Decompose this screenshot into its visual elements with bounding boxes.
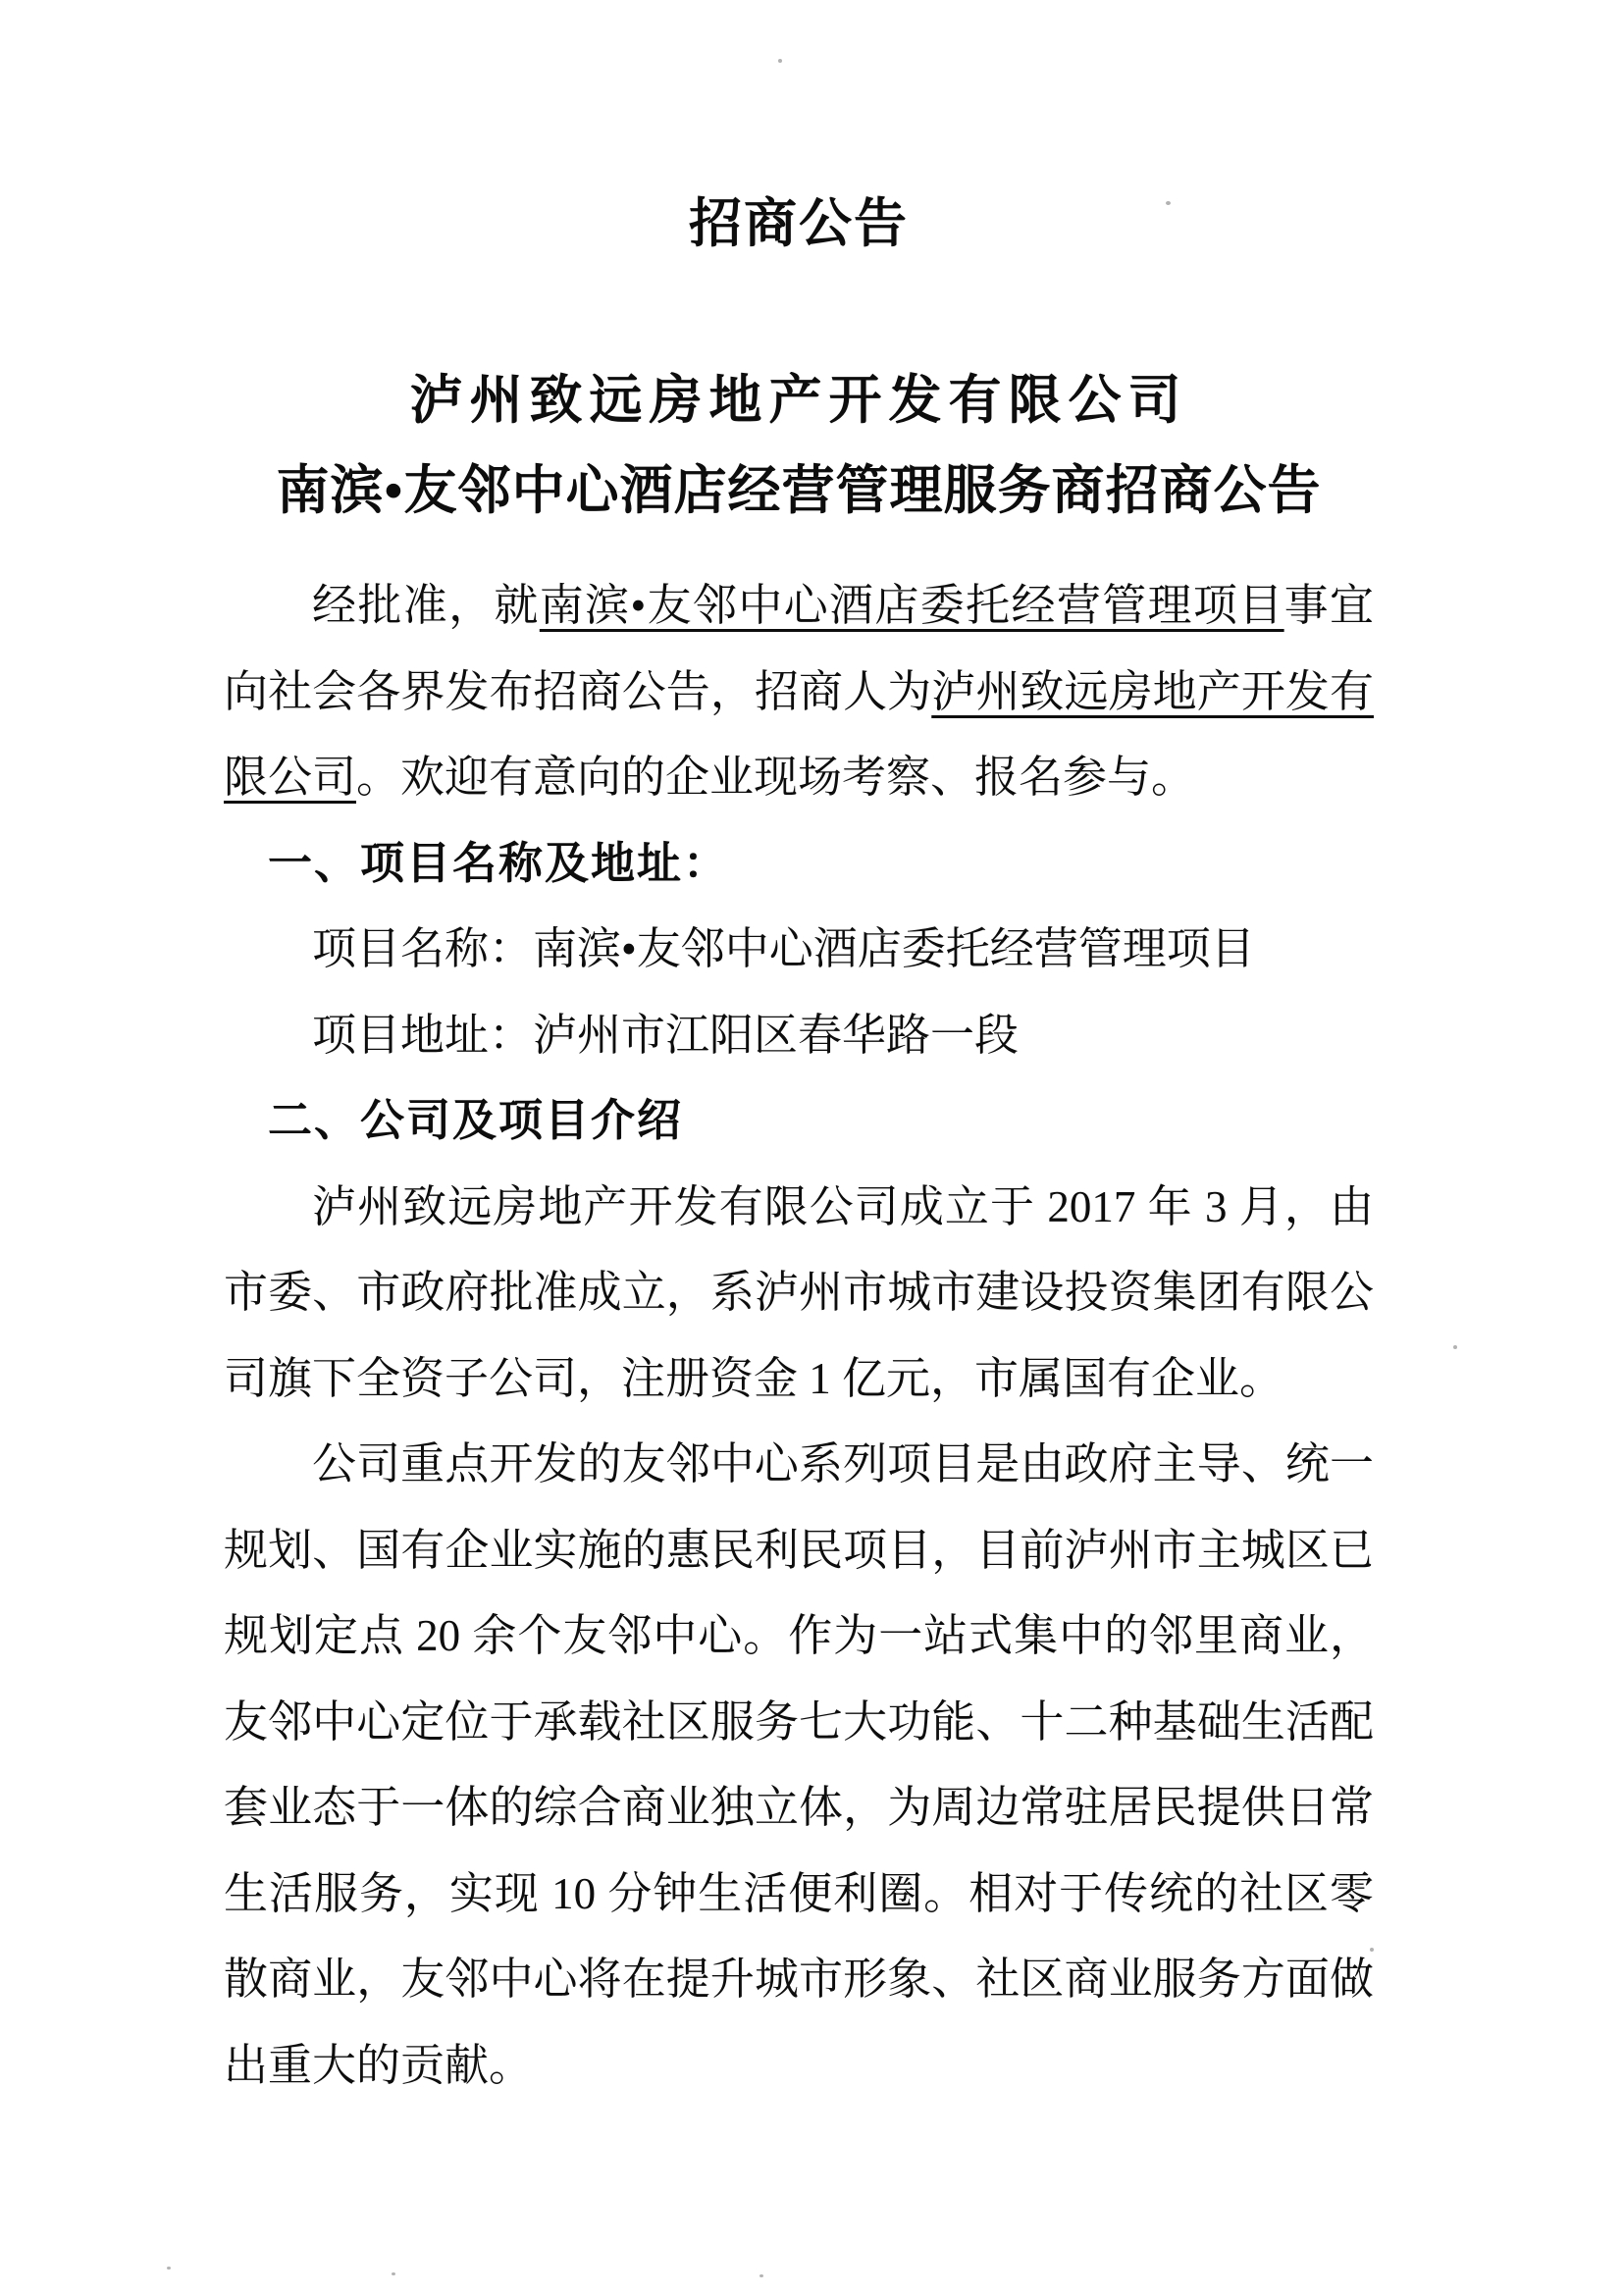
text-run: 散商业，友邻中心将在提升城市形象、社区商业服务方面做 — [224, 1955, 1374, 2004]
subtitle-line-2: 南滨•友邻中心酒店经营管理服务商招商公告 — [276, 461, 1322, 520]
text-run: 向社会各界发布招商公告，招商人为 — [224, 666, 932, 716]
text-run: 公司重点开发的友邻中心系列项目是由政府主导、统一 — [312, 1439, 1374, 1488]
body-line-5 — [224, 907, 1374, 993]
text-run: 。欢迎有意向的企业现场考察、报名参与。 — [356, 753, 1196, 802]
text-run: 友邻中心定位于承载社区服务七大功能、十二种基础生活配 — [224, 1696, 1374, 1747]
underlined-text: 南滨•友邻中心酒店委托经营管理项目 — [539, 581, 1284, 630]
text-run: 市委、市政府批准成立，系泸州市城市建设投资集团有限公 — [224, 1268, 1374, 1317]
scan-speck — [392, 2272, 395, 2275]
body-line-7 — [224, 1078, 1374, 1165]
scan-speck — [778, 59, 782, 63]
scan-speck — [1453, 1345, 1457, 1349]
document-body — [224, 563, 1374, 2109]
text-run: 司旗下全资子公司，注册资金 1 亿元，市属国有企业。 — [224, 1353, 1284, 1403]
text-run: 一、项目名称及地址： — [268, 838, 730, 888]
underlined-text: 限公司 — [224, 753, 357, 802]
body-line-4 — [224, 821, 1374, 908]
scan-speck — [167, 2267, 171, 2270]
document-subtitle — [224, 355, 1374, 536]
underlined-text: 泸州致远房地产开发有 — [931, 666, 1374, 716]
body-line-11 — [224, 1422, 1374, 1508]
body-line-10 — [224, 1336, 1374, 1423]
scan-speck — [1370, 1948, 1374, 1952]
body-line-14 — [224, 1680, 1374, 1766]
scan-speck — [1166, 201, 1171, 205]
text-run: 泸州致远房地产开发有限公司成立于 2017 年 3 月，由 — [312, 1181, 1374, 1231]
text-run: 经批准，就 — [312, 581, 540, 630]
body-line-3 — [224, 735, 1374, 821]
body-line-12 — [224, 1508, 1374, 1594]
body-line-1 — [224, 563, 1374, 650]
text-run: 二、公司及项目介绍 — [268, 1096, 684, 1145]
text-run: 项目地址：泸州市江阳区春华路一段 — [312, 1010, 1020, 1060]
body-line-17 — [224, 1937, 1374, 2023]
document-title: 招商公告 — [689, 194, 909, 253]
subtitle-line-1: 泸州致远房地产开发有限公司 — [409, 371, 1188, 430]
body-line-6 — [224, 993, 1374, 1079]
body-line-18 — [224, 2023, 1374, 2110]
body-line-2 — [224, 650, 1374, 736]
text-run: 生活服务，实现 10 分钟生活便利圈。相对于传统的社区零 — [224, 1868, 1374, 1918]
text-run: 出重大的贡献。 — [224, 2040, 534, 2090]
body-line-8 — [224, 1165, 1374, 1251]
body-line-9 — [224, 1250, 1374, 1336]
text-run: 规划定点 20 余个友邻中心。作为一站式集中的邻里商业， — [224, 1611, 1374, 1660]
scan-speck — [759, 2274, 763, 2277]
text-run: 项目名称：南滨•友邻中心酒店委托经营管理项目 — [312, 924, 1255, 973]
body-line-15 — [224, 1765, 1374, 1852]
body-line-16 — [224, 1852, 1374, 1938]
text-run: 套业态于一体的综合商业独立体，为周边常驻居民提供日常 — [224, 1783, 1374, 1832]
text-run: 事宜 — [1283, 581, 1374, 630]
body-line-13 — [224, 1593, 1374, 1680]
text-run: 规划、国有企业实施的惠民利民项目，目前泸州市主城区已 — [224, 1525, 1374, 1575]
